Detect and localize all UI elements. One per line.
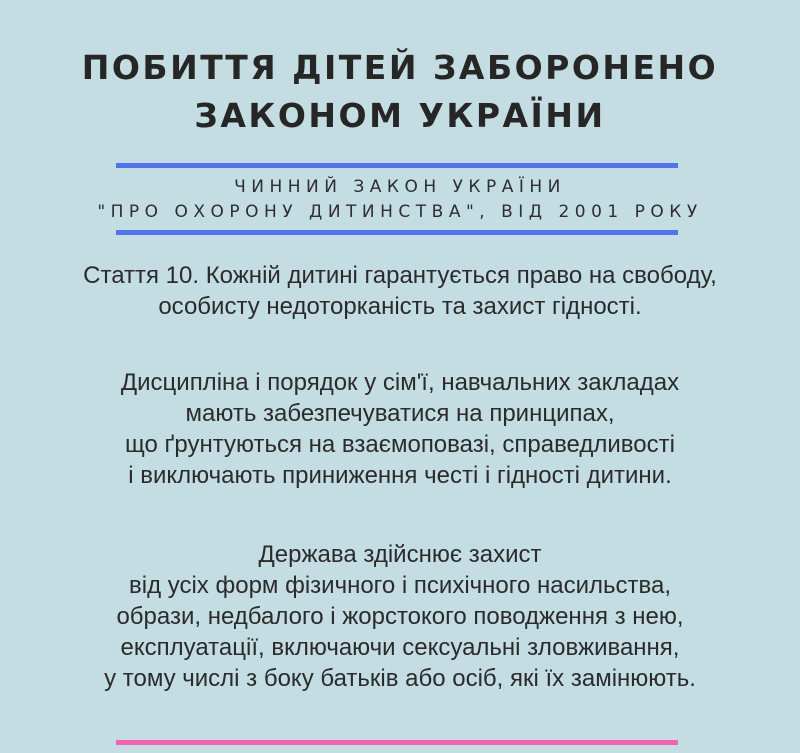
subtitle-line-1: ЧИННИЙ ЗАКОН УКРАЇНИ [234, 177, 566, 197]
paragraph-line: від усіх форм фізичного і психічного насильства, [128, 572, 671, 599]
paragraph-line: мають забезпечуватися на принципах, [185, 400, 615, 427]
paragraph-line: і виключають приниження честі і гідності дитини. [128, 462, 672, 489]
article-paragraph-2 [0, 367, 800, 491]
paragraph-line: особисту недоторканість та захист гідності. [158, 293, 642, 320]
paragraph-line: образи, недбалого і жорстокого поводження з нею, [116, 603, 684, 630]
paragraph-line: Дисципліна і порядок у сім'ї, навчальних закладах [120, 369, 680, 396]
blue-divider-top [116, 163, 678, 168]
paragraph-line: Стаття 10. Кожній дитині гарантується право на свободу, [83, 262, 717, 289]
paragraph-line: у тому числі з боку батьків або осіб, які їх замінюють. [104, 665, 696, 692]
page-title-line-1: ПОБИТТЯ ДІТЕЙ ЗАБОРОНЕНО [81, 48, 719, 87]
article-paragraph-1 [0, 260, 800, 322]
paragraph-line: Держава здійснює захист [258, 541, 542, 568]
subtitle-line-2: "ПРО ОХОРОНУ ДИТИНСТВА", ВІД 2001 РОКУ [97, 202, 703, 222]
article-paragraph-3 [0, 539, 800, 694]
paragraph-line: що ґрунтуються на взаємоповазі, справедливості [125, 431, 675, 458]
paragraph-line: експлуатації, включаючи сексуальні зловживання, [120, 634, 680, 661]
blue-divider-bottom [116, 230, 678, 235]
pink-divider-bottom [116, 740, 678, 745]
page-title-line-2: ЗАКОНОМ УКРАЇНИ [194, 96, 606, 135]
